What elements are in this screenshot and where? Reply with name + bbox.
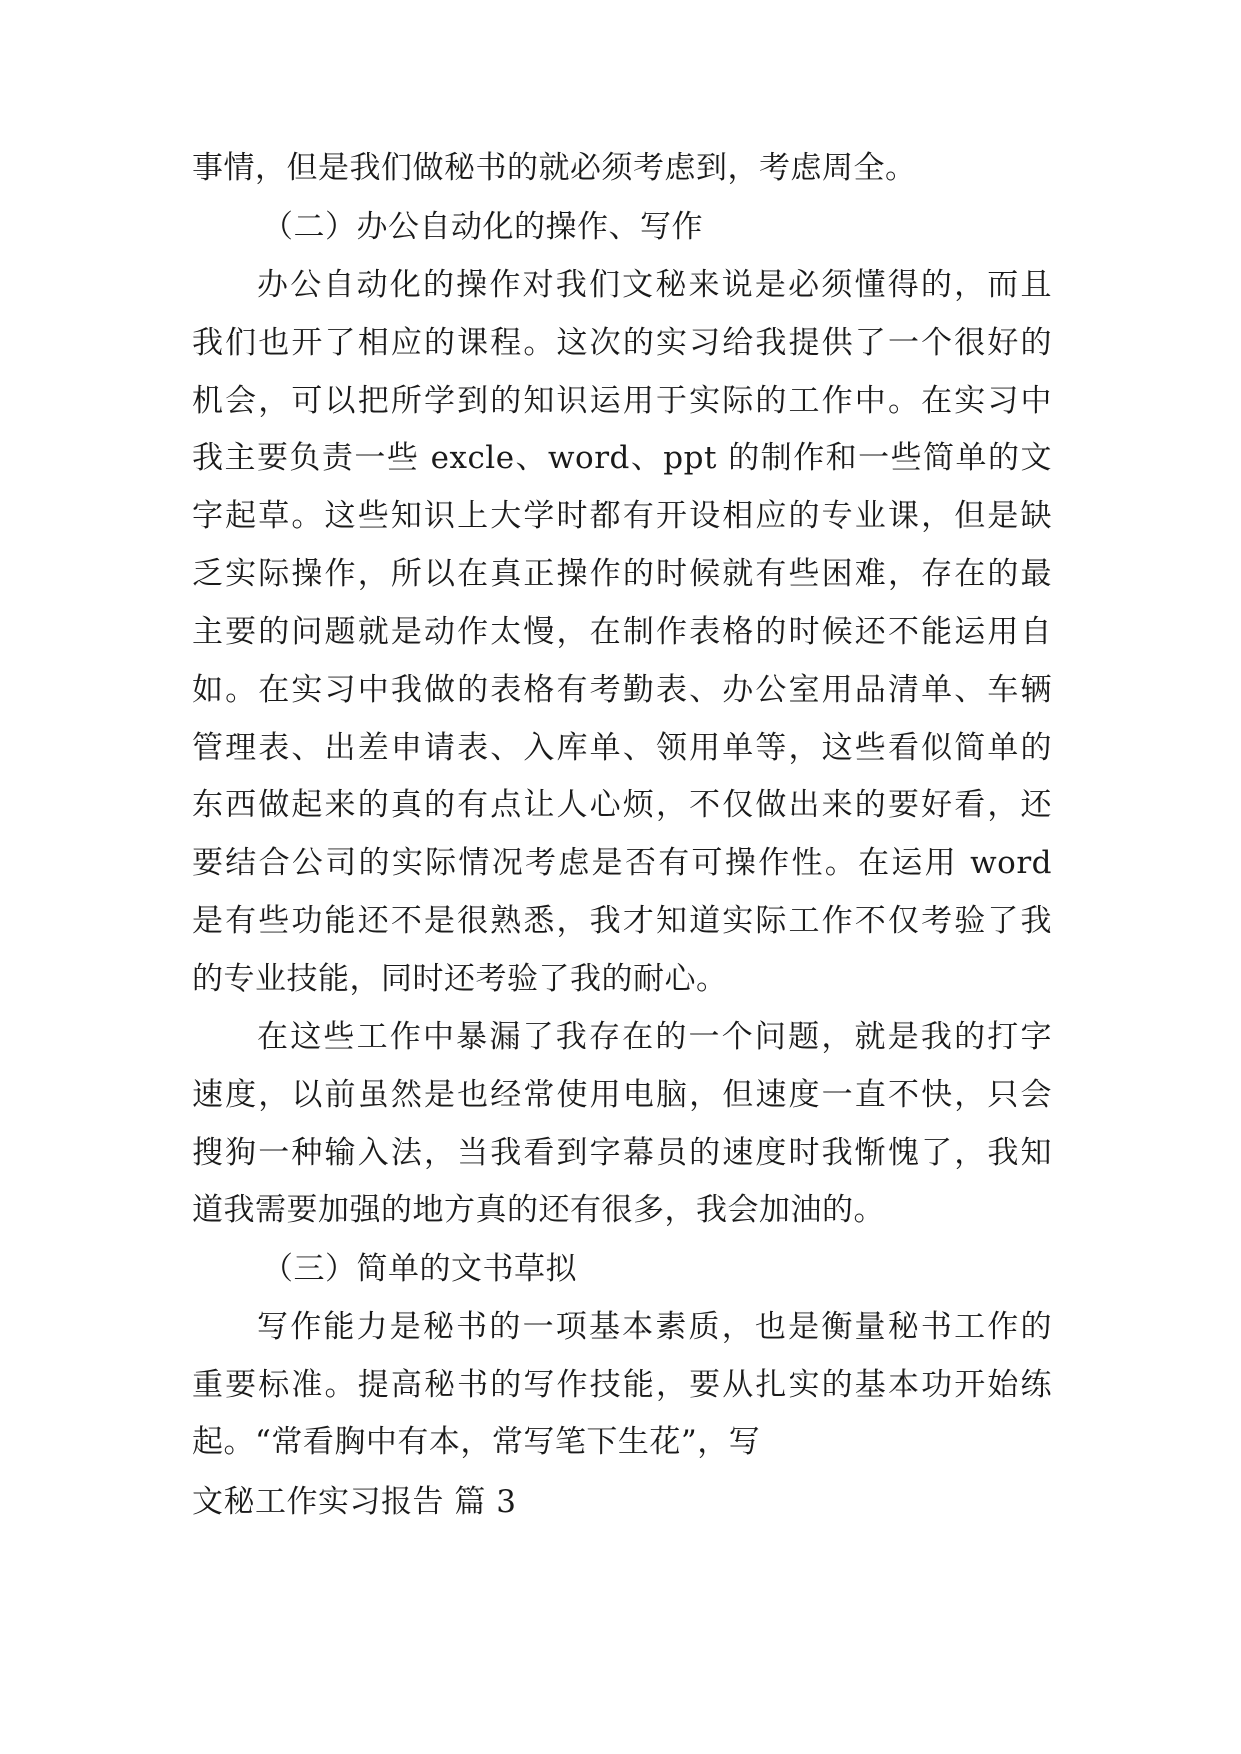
paragraph-line: 主要的问题就是动作太慢，在制作表格的时候还不能运用自 bbox=[192, 614, 1052, 650]
paragraph-line: 要结合公司的实际情况考虑是否有可操作性。在运用 word bbox=[192, 845, 1052, 881]
section-heading: （三）简单的文书草拟 bbox=[262, 1251, 577, 1287]
paragraph-line: 写作能力是秘书的一项基本素质，也是衡量秘书工作的 bbox=[257, 1309, 1052, 1345]
paragraph-line: 重要标准。提高秘书的写作技能，要从扎实的基本功开始练 bbox=[192, 1367, 1052, 1403]
paragraph-line: 起。“常看胸中有本，常写笔下生花”，写 bbox=[192, 1424, 761, 1460]
paragraph-line: 在这些工作中暴漏了我存在的一个问题，就是我的打字 bbox=[257, 1019, 1052, 1055]
paragraph-line: 机会，可以把所学到的知识运用于实际的工作中。在实习中 bbox=[192, 383, 1052, 419]
paragraph-line: 速度，以前虽然是也经常使用电脑，但速度一直不快，只会 bbox=[192, 1077, 1052, 1113]
paragraph-line: 事情，但是我们做秘书的就必须考虑到，考虑周全。 bbox=[192, 150, 917, 186]
paragraph-line: 我们也开了相应的课程。这次的实习给我提供了一个很好的 bbox=[192, 325, 1052, 361]
paragraph-line: 管理表、出差申请表、入库单、领用单等，这些看似简单的 bbox=[192, 730, 1052, 766]
paragraph-line: 的专业技能，同时还考验了我的耐心。 bbox=[192, 961, 728, 997]
paragraph-line: 搜狗一种输入法，当我看到字幕员的速度时我惭愧了，我知 bbox=[192, 1135, 1052, 1171]
paragraph-line: 办公自动化的操作对我们文秘来说是必须懂得的，而且 bbox=[257, 267, 1052, 303]
paragraph-line: 字起草。这些知识上大学时都有开设相应的专业课，但是缺 bbox=[192, 498, 1052, 534]
paragraph-line: 如。在实习中我做的表格有考勤表、办公室用品清单、车辆 bbox=[192, 672, 1052, 708]
paragraph-line: 乏实际操作，所以在真正操作的时候就有些困难，存在的最 bbox=[192, 556, 1052, 592]
report-title: 文秘工作实习报告 篇 3 bbox=[192, 1484, 517, 1520]
paragraph-line: 我主要负责一些 excle、word、ppt 的制作和一些简单的文 bbox=[192, 440, 1052, 476]
paragraph-line: 是有些功能还不是很熟悉，我才知道实际工作不仅考验了我 bbox=[192, 903, 1052, 939]
section-heading: （二）办公自动化的操作、写作 bbox=[262, 209, 703, 245]
paragraph-line: 道我需要加强的地方真的还有很多，我会加油的。 bbox=[192, 1192, 885, 1228]
paragraph-line: 东西做起来的真的有点让人心烦，不仅做出来的要好看，还 bbox=[192, 787, 1052, 823]
